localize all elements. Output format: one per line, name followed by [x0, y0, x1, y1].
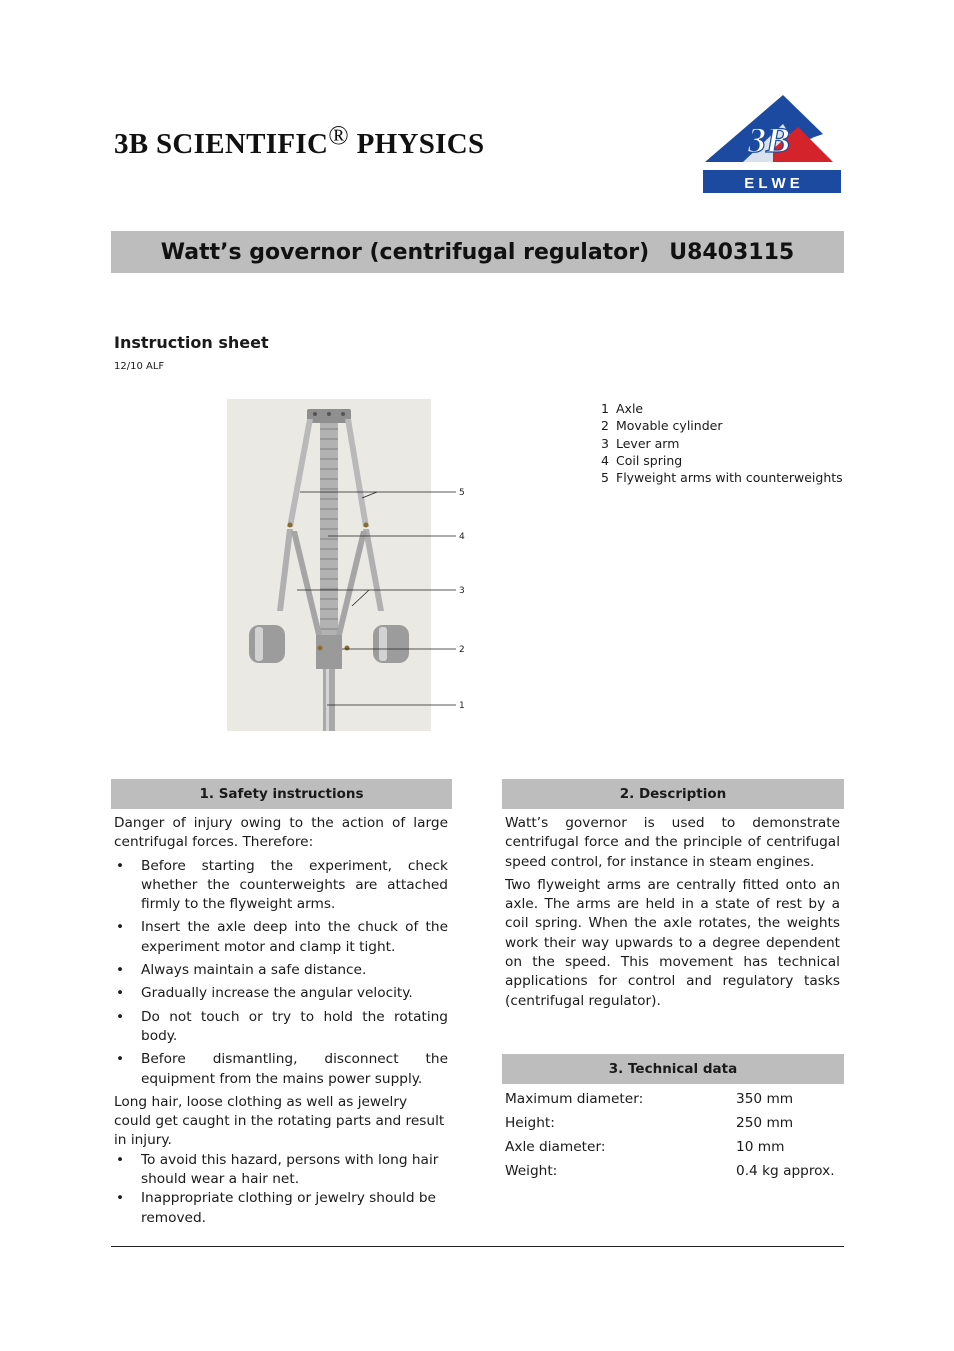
table-row: Height: 250 mm [505, 1115, 794, 1131]
parts-legend [601, 400, 843, 486]
description-section [502, 779, 844, 1011]
callout-4: 4 [459, 532, 465, 542]
table-row: Axle diameter: 10 mm [505, 1139, 785, 1155]
callout-5: 5 [459, 488, 465, 498]
safety-item: • Inappropriate clothing or jewelry should be removed. [114, 1189, 448, 1228]
safety-item: • Before dismantling, disconnect the equipment from the mains power supply. [114, 1050, 448, 1089]
safety-item: • To avoid this hazard, persons with long hair should wear a hair net. [114, 1151, 448, 1190]
brand-suffix: PHYSICS [356, 128, 485, 160]
callout-2: 2 [459, 645, 465, 655]
technical-heading: 3. Technical data [502, 1054, 844, 1084]
description-heading: 2. Description [502, 779, 844, 809]
safety-list [114, 857, 448, 1089]
logo-registered: ® [807, 133, 814, 141]
sheet-label: Instruction sheet [114, 333, 269, 352]
product-code: U8403115 [669, 239, 795, 265]
safety-item: • Always maintain a safe distance. [114, 961, 448, 980]
safety-section [111, 779, 452, 1228]
safety-body [111, 814, 452, 1228]
legend-item: 2 Movable cylinder [601, 418, 723, 434]
legend-item: 1 Axle [601, 401, 644, 416]
callout-1: 1 [459, 701, 465, 711]
figure-callouts [227, 399, 477, 731]
legend-item: 4 Coil spring [601, 452, 683, 468]
elwe-logo [703, 94, 841, 194]
description-p1: Watt’s governor is used to demonstrate centrifugal force and the principle of centrifugal speed control, for instance in steam engines. [505, 815, 840, 870]
description-body [502, 814, 844, 1011]
technical-table [502, 1087, 844, 1183]
safety-item: • Before starting the experiment, check whether the counterweights are attached firmly to the flyweight arms. [114, 857, 448, 915]
brand-name: 3B SCIENTIFIC [114, 128, 329, 160]
legend-item: 3 Lever arm [601, 435, 680, 451]
safety-intro: Danger of injury owing to the action of large centrifugal forces. Therefore: [114, 815, 448, 851]
safety-item: • Gradually increase the angular velocity. [114, 984, 448, 1003]
safety-heading: 1. Safety instructions [111, 779, 452, 809]
product-title-bar [111, 231, 844, 273]
brand-title [114, 120, 485, 161]
logo-text: E L W E [744, 175, 800, 192]
sheet-date: 12/10 ALF [114, 361, 165, 372]
callout-3: 3 [459, 586, 465, 596]
footer-divider [111, 1246, 844, 1247]
safety-warning: Long hair, loose clothing as well as jewelry could get caught in the rotating parts and result in injury. [114, 1093, 445, 1149]
product-name: Watt’s governor (centrifugal regulator) [160, 239, 650, 265]
safety-list-2 [114, 1151, 448, 1228]
description-p2: Two flyweight arms are centrally fitted onto an axle. The arms are held in a state of rest by a coil spring. When the axle rotates, the weights work their way upwards to a degree dependent on the speed. This movement has technical applications for control and regulatory tasks (centrifugal regulator). [505, 876, 840, 1009]
safety-item: • Do not touch or try to hold the rotating body. [114, 1008, 448, 1047]
logo-mark: 3B [748, 120, 791, 160]
table-row: Maximum diameter: 350 mm [505, 1091, 794, 1107]
legend-item: 5 Flyweight arms with counterweights [601, 470, 843, 486]
technical-section [502, 1054, 844, 1183]
safety-item: • Insert the axle deep into the chuck of the experiment motor and clamp it tight. [114, 918, 448, 957]
registered-mark: ® [328, 120, 350, 150]
table-row: Weight: 0.4 kg approx. [505, 1163, 835, 1179]
